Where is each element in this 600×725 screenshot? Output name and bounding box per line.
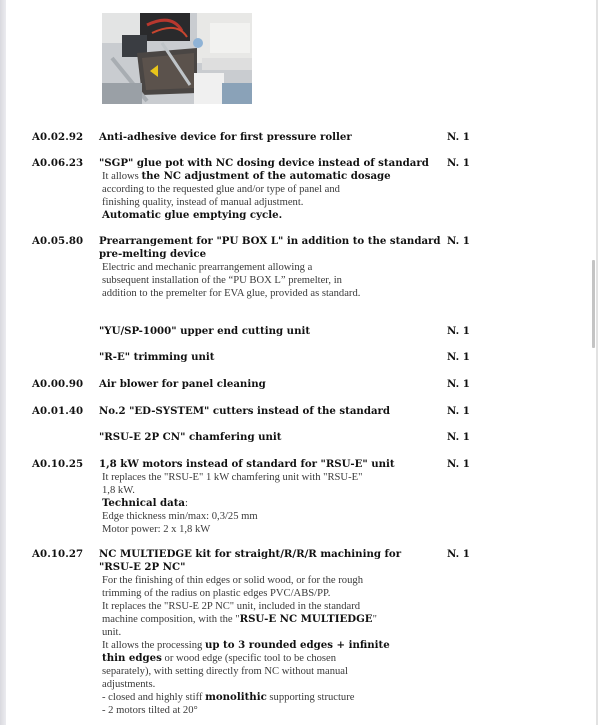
description-bold-text: Automatic glue emptying cycle. — [102, 209, 283, 221]
description-text: It replaces the "RSU-E" 1 kW chamfering unit with "RSU-E" — [102, 472, 363, 483]
description-line — [102, 274, 442, 287]
item-title: Anti-adhesive device for first pressure roller — [99, 131, 352, 143]
item-description — [102, 574, 442, 717]
item-code: A0.10.25 — [32, 458, 84, 470]
item-code: A0.00.90 — [32, 378, 84, 390]
scrollbar-thumb[interactable] — [592, 260, 595, 348]
machine-photo — [102, 13, 252, 104]
description-text: according to the requested glue and/or type of panel and — [102, 184, 340, 195]
description-text: unit. — [102, 627, 122, 638]
description-line — [102, 587, 442, 600]
description-line — [102, 626, 442, 639]
description-bold-text: up to 3 rounded edges + infinite — [204, 639, 390, 651]
description-text: - 2 motors tilted at 20° — [102, 705, 198, 716]
item-title: "SGP" glue pot with NC dosing device instead of standard — [99, 157, 429, 169]
item-description — [102, 170, 442, 222]
item-code: A0.10.27 — [32, 548, 84, 560]
item-code: A0.01.40 — [32, 405, 84, 417]
item-title: "R-E" trimming unit — [99, 351, 215, 363]
description-line — [102, 704, 442, 717]
description-text: adjustments. — [102, 679, 156, 690]
item-description — [102, 261, 442, 300]
description-line — [102, 196, 442, 209]
item-title: 1,8 kW motors instead of standard for "RSU-E" unit — [99, 458, 395, 470]
item-title — [99, 548, 444, 574]
item-code: A0.02.92 — [32, 131, 84, 143]
description-line — [102, 665, 442, 678]
item-quantity: N. 1 — [447, 157, 470, 169]
description-text: subsequent installation of the “PU BOX L” premelter, in — [102, 275, 342, 286]
description-bold-text: RSU-E NC MULTIEDGE — [239, 613, 373, 625]
description-bold-text: thin edges — [102, 652, 162, 664]
description-line — [102, 691, 442, 704]
description-line — [102, 639, 442, 652]
description-bold-text: the NC adjustment of the automatic dosage — [141, 170, 391, 182]
description-text: Electric and mechanic prearrangement allowing a — [102, 262, 313, 273]
description-line — [102, 510, 442, 523]
description-line — [102, 678, 442, 691]
item-title-line: Prearrangement for "PU BOX L" in addition to the standard — [99, 235, 441, 247]
description-line — [102, 261, 442, 274]
description-line — [102, 471, 442, 484]
description-line — [102, 209, 442, 222]
description-text: supporting structure — [266, 692, 355, 703]
machine-photo-graphic — [102, 13, 252, 104]
description-text: : — [185, 498, 188, 509]
item-quantity: N. 1 — [447, 325, 470, 337]
item-code: A0.06.23 — [32, 157, 84, 169]
item-title: "YU/SP-1000" upper end cutting unit — [99, 325, 311, 337]
description-line — [102, 497, 442, 510]
description-text: It replaces the "RSU-E 2P NC" unit, included in the standard — [102, 601, 361, 612]
description-line — [102, 170, 442, 183]
description-text: It allows — [102, 171, 142, 182]
description-line — [102, 484, 442, 497]
description-text: It allows the processing — [102, 640, 205, 651]
description-text: Edge thickness min/max: 0,3/25 mm — [102, 511, 258, 522]
item-quantity: N. 1 — [447, 351, 470, 363]
description-line — [102, 523, 442, 536]
item-description — [102, 471, 442, 536]
description-line — [102, 574, 442, 587]
item-quantity: N. 1 — [447, 405, 470, 417]
item-quantity: N. 1 — [447, 431, 470, 443]
description-text: For the finishing of thin edges or solid wood, or for the rough — [102, 575, 363, 586]
description-text: 1,8 kW. — [102, 485, 135, 496]
description-text: or wood edge (specific tool to be chosen — [161, 653, 337, 664]
page-right-border — [596, 0, 598, 725]
item-quantity: N. 1 — [447, 458, 470, 470]
item-code: A0.05.80 — [32, 235, 84, 247]
description-line — [102, 613, 442, 626]
description-text: finishing quality, instead of manual adjustment. — [102, 197, 304, 208]
description-bold-text: monolithic — [205, 691, 267, 703]
description-text: separately), with setting directly from NC without manual — [102, 666, 348, 677]
description-line — [102, 287, 442, 300]
item-title: No.2 "ED-SYSTEM" cutters instead of the standard — [99, 405, 391, 417]
item-quantity: N. 1 — [447, 131, 470, 143]
item-quantity: N. 1 — [447, 548, 470, 560]
description-line — [102, 652, 442, 665]
description-text: " — [372, 614, 377, 625]
item-title: Air blower for panel cleaning — [99, 378, 266, 390]
description-line — [102, 600, 442, 613]
description-text: machine composition, with the " — [102, 614, 240, 625]
description-text: trimming of the radius on plastic edges PVC/ABS/PP. — [102, 588, 331, 599]
item-title-line: NC MULTIEDGE kit for straight/R/R/R machining for — [99, 548, 402, 560]
page-left-edge — [0, 0, 6, 725]
description-text: Motor power: 2 x 1,8 kW — [102, 524, 211, 535]
item-title: "RSU-E 2P CN" chamfering unit — [99, 431, 282, 443]
item-title-line: "RSU-E 2P NC" — [99, 561, 186, 573]
description-text: - closed and highly stiff — [102, 692, 206, 703]
description-line — [102, 183, 442, 196]
item-title-line: pre-melting device — [99, 248, 207, 260]
description-bold-text: Technical data — [102, 497, 186, 509]
description-text: addition to the premelter for EVA glue, provided as standard. — [102, 288, 361, 299]
item-quantity: N. 1 — [447, 235, 470, 247]
item-title — [99, 235, 444, 261]
item-quantity: N. 1 — [447, 378, 470, 390]
